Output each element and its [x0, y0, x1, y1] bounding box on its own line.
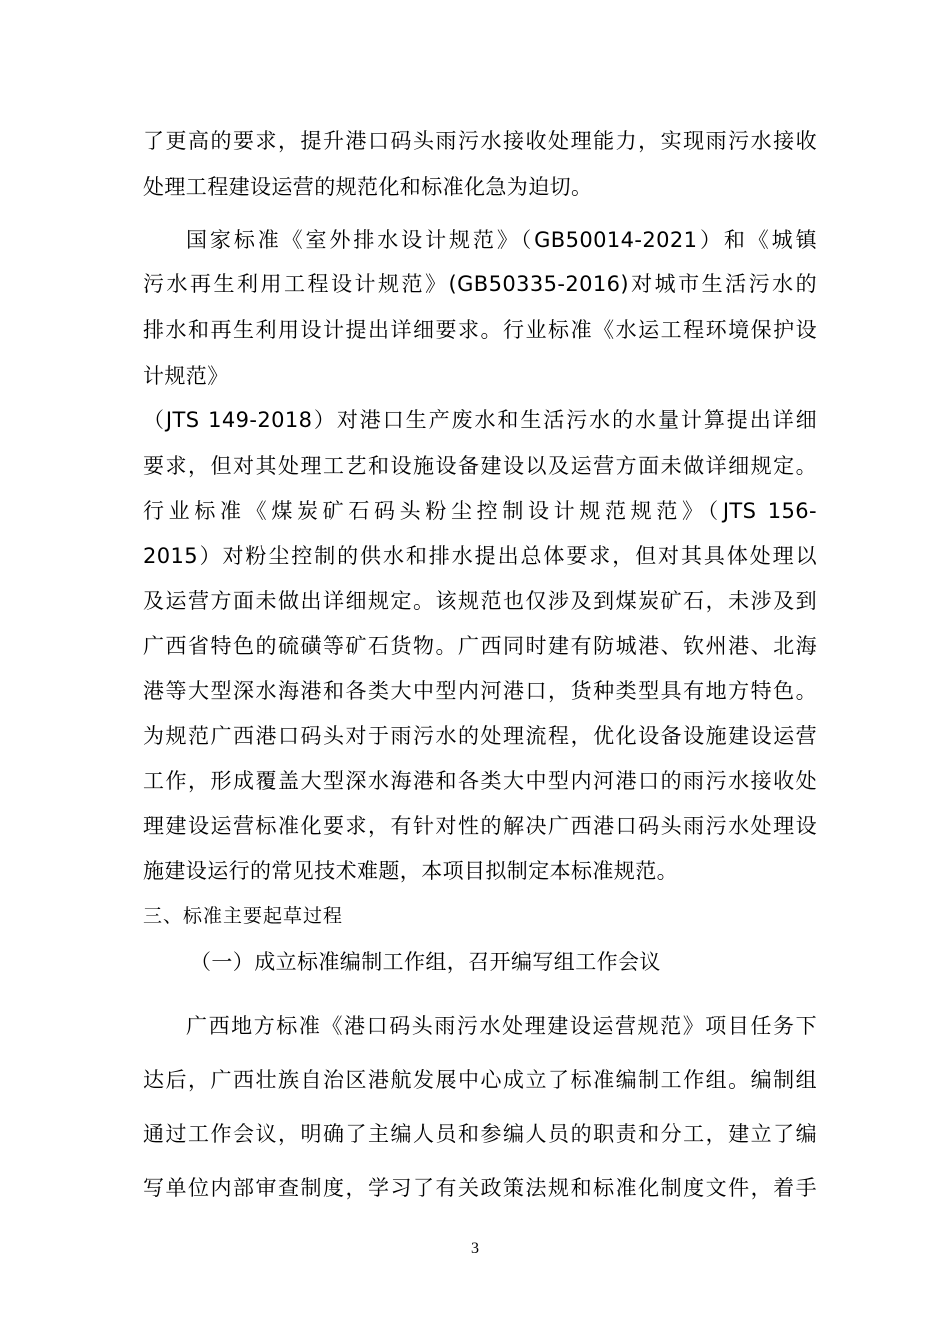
- body-text-line: 通过工作会议，明确了主编人员和参编人员的职责和分工，建立了编: [143, 1122, 817, 1146]
- body-text-line: 写单位内部审查制度，学习了有关政策法规和标准化制度文件，着手: [143, 1176, 817, 1200]
- body-text-line: 理建设运营标准化要求，有针对性的解决广西港口码头雨污水处理设: [143, 814, 817, 838]
- body-text-line: 行业标准《煤炭矿石码头粉尘控制设计规范规范》（JTS 156-: [143, 499, 817, 523]
- section-heading: 三、标准主要起草过程: [143, 905, 344, 927]
- body-text-line: 为规范广西港口码头对于雨污水的处理流程，优化设备设施建设运营: [143, 724, 817, 748]
- body-text-line: 广西地方标准《港口码头雨污水处理建设运营规范》项目任务下: [186, 1014, 817, 1038]
- body-text-line: 计规范》: [143, 364, 229, 388]
- body-text-line: 排水和再生利用设计提出详细要求。行业标准《水运工程环境保护设: [143, 318, 817, 342]
- body-text-line: 2015）对粉尘控制的供水和排水提出总体要求，但对其具体处理以: [143, 544, 817, 568]
- body-text-line: 污水再生利用工程设计规范》(GB50335-2016)对城市生活污水的: [143, 272, 817, 296]
- body-text-line: 广西省特色的硫磺等矿石货物。广西同时建有防城港、钦州港、北海: [143, 634, 817, 658]
- body-text-line: 施建设运行的常见技术难题，本项目拟制定本标准规范。: [143, 859, 678, 883]
- body-text-line: 港等大型深水海港和各类大中型内河港口，货种类型具有地方特色。: [143, 679, 817, 703]
- body-text-line: 国家标准《室外排水设计规范》（GB50014-2021）和《城镇: [186, 228, 817, 252]
- body-text-line: 工作，形成覆盖大型深水海港和各类大中型内河港口的雨污水接收处: [143, 769, 817, 793]
- body-text-line: （JTS 149-2018）对港口生产废水和生活污水的水量计算提出详细: [143, 408, 817, 432]
- body-text-line: 要求，但对其处理工艺和设施设备建设以及运营方面未做详细规定。: [143, 454, 817, 478]
- body-text-line: 了更高的要求，提升港口码头雨污水接收处理能力，实现雨污水接收: [143, 129, 817, 153]
- page-number: 3: [471, 1240, 479, 1257]
- body-text-line: 达后，广西壮族自治区港航发展中心成立了标准编制工作组。编制组: [143, 1068, 817, 1092]
- subsection-heading: （一）成立标准编制工作组，召开编写组工作会议: [190, 950, 661, 974]
- body-text-line: 处理工程建设运营的规范化和标准化急为迫切。: [143, 175, 593, 199]
- body-text-line: 及运营方面未做出详细规定。该规范也仅涉及到煤炭矿石，未涉及到: [143, 589, 817, 613]
